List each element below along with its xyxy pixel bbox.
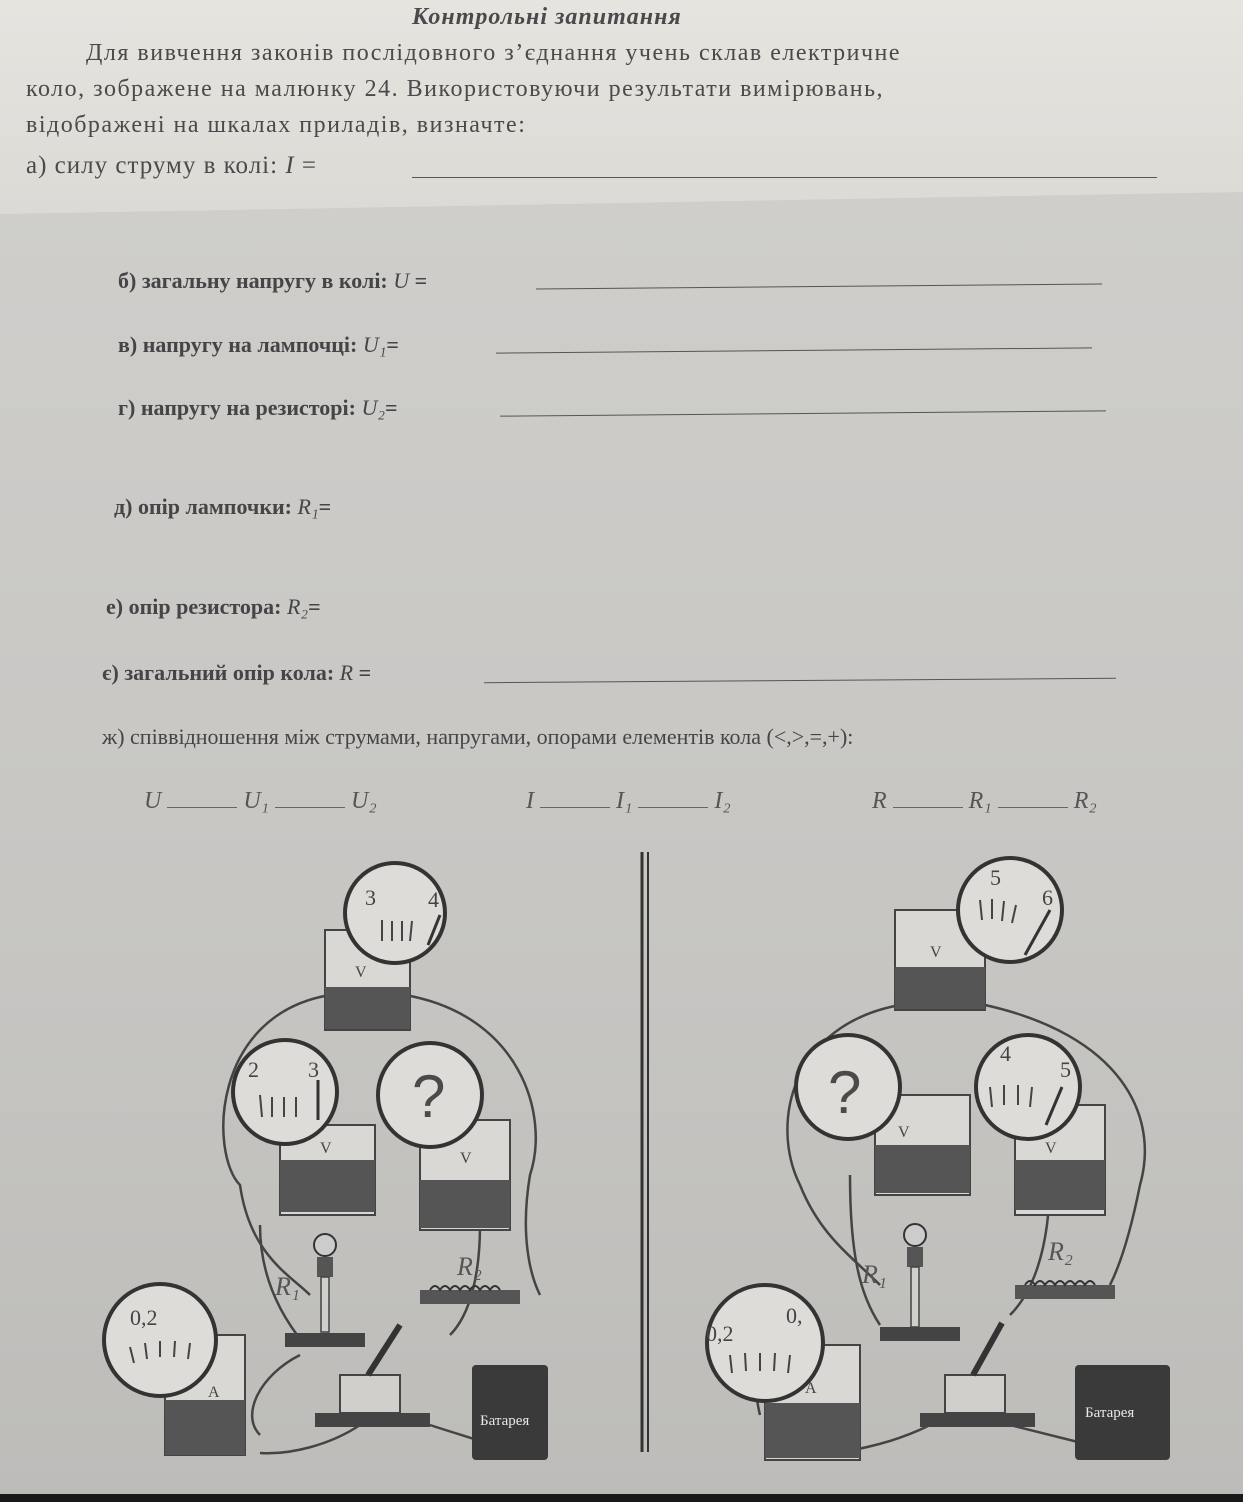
circuit-right (690, 855, 1220, 1465)
figure-divider (636, 852, 656, 1458)
question-a: а) силу струму в колі: I = (26, 152, 318, 179)
top-gauge (958, 858, 1062, 962)
svg-text:R₁: R₁ (862, 1260, 887, 1289)
top-gauge (345, 863, 445, 963)
svg-text:R₂: R₂ (1048, 1237, 1073, 1266)
svg-text:Батарея: Батарея (1085, 1405, 1135, 1421)
intro-line-3: відображені на шкалах приладів, визначте: (26, 112, 527, 138)
svg-text:R₂: R₂ (457, 1252, 482, 1281)
svg-text:V: V (898, 1124, 910, 1141)
lamp-voltage-gauge (233, 1040, 337, 1144)
svg-text:0,2: 0,2 (130, 1305, 158, 1330)
svg-text:V: V (460, 1150, 472, 1167)
svg-text:6: 6 (1042, 885, 1053, 910)
svg-text:3: 3 (365, 885, 376, 910)
svg-text:Батарея: Батарея (480, 1413, 530, 1429)
question-g: г) напругу на резисторі: U₂= (118, 395, 398, 420)
intro-line-2: коло, зображене на малюнку 24. Використовуючи результати вимірювань, (26, 76, 885, 102)
unknown-gauge (796, 1035, 900, 1139)
svg-text:5: 5 (1060, 1057, 1071, 1082)
unknown-gauge (378, 1043, 482, 1147)
question-d: д) опір лампочки: R₁= (114, 494, 332, 519)
heading: Контрольні запитання (412, 4, 682, 30)
bottom-edge (0, 1494, 1243, 1502)
svg-text:0,: 0, (786, 1303, 803, 1328)
svg-text:4: 4 (1000, 1041, 1011, 1066)
intro-line-1: Для вивчення законів послідовного з’єднання учень склав електричне (86, 40, 902, 66)
svg-text:V: V (320, 1140, 332, 1157)
lamp (861, 1224, 960, 1341)
battery (1075, 1365, 1170, 1460)
svg-text:4: 4 (428, 887, 439, 912)
question-v: в) напругу на лампочці: U₁= (118, 332, 399, 357)
question-e: е) опір резистора: R₂= (106, 594, 321, 619)
svg-text:V: V (1045, 1140, 1057, 1157)
svg-text:2: 2 (248, 1057, 259, 1082)
ammeter-gauge (104, 1284, 216, 1396)
question-b: б) загальну напругу в колі: U = (118, 268, 428, 293)
question-ye: є) загальний опір кола: R = (102, 660, 372, 685)
relation-voltages[interactable]: U U₁ U₂ (144, 788, 377, 814)
resistor (1015, 1237, 1115, 1299)
resistor (420, 1252, 520, 1304)
svg-text:A: A (208, 1384, 220, 1401)
svg-text:?: ? (412, 1063, 446, 1130)
svg-text:V: V (355, 964, 367, 981)
svg-text:?: ? (828, 1059, 862, 1126)
battery (472, 1365, 548, 1460)
circuit-left (100, 855, 630, 1465)
lamp (274, 1234, 365, 1347)
svg-text:V: V (930, 944, 942, 961)
svg-text:5: 5 (990, 865, 1001, 890)
svg-text:A: A (805, 1380, 817, 1397)
svg-text:3: 3 (308, 1057, 319, 1082)
answer-line-a[interactable] (412, 177, 1157, 178)
ammeter-gauge (706, 1285, 823, 1401)
question-zh: ж) співвідношення між струмами, напругами, опорами елементів кола (<,>,=,+): (102, 724, 854, 749)
svg-text:0,2: 0,2 (706, 1321, 734, 1346)
relation-resistances[interactable]: R R₁ R₂ (872, 788, 1097, 814)
relation-currents[interactable]: I I₁ I₂ (526, 788, 731, 814)
svg-text:R₁: R₁ (275, 1272, 300, 1301)
top-sheet (0, 0, 1243, 214)
resistor-voltage-gauge (976, 1035, 1080, 1139)
